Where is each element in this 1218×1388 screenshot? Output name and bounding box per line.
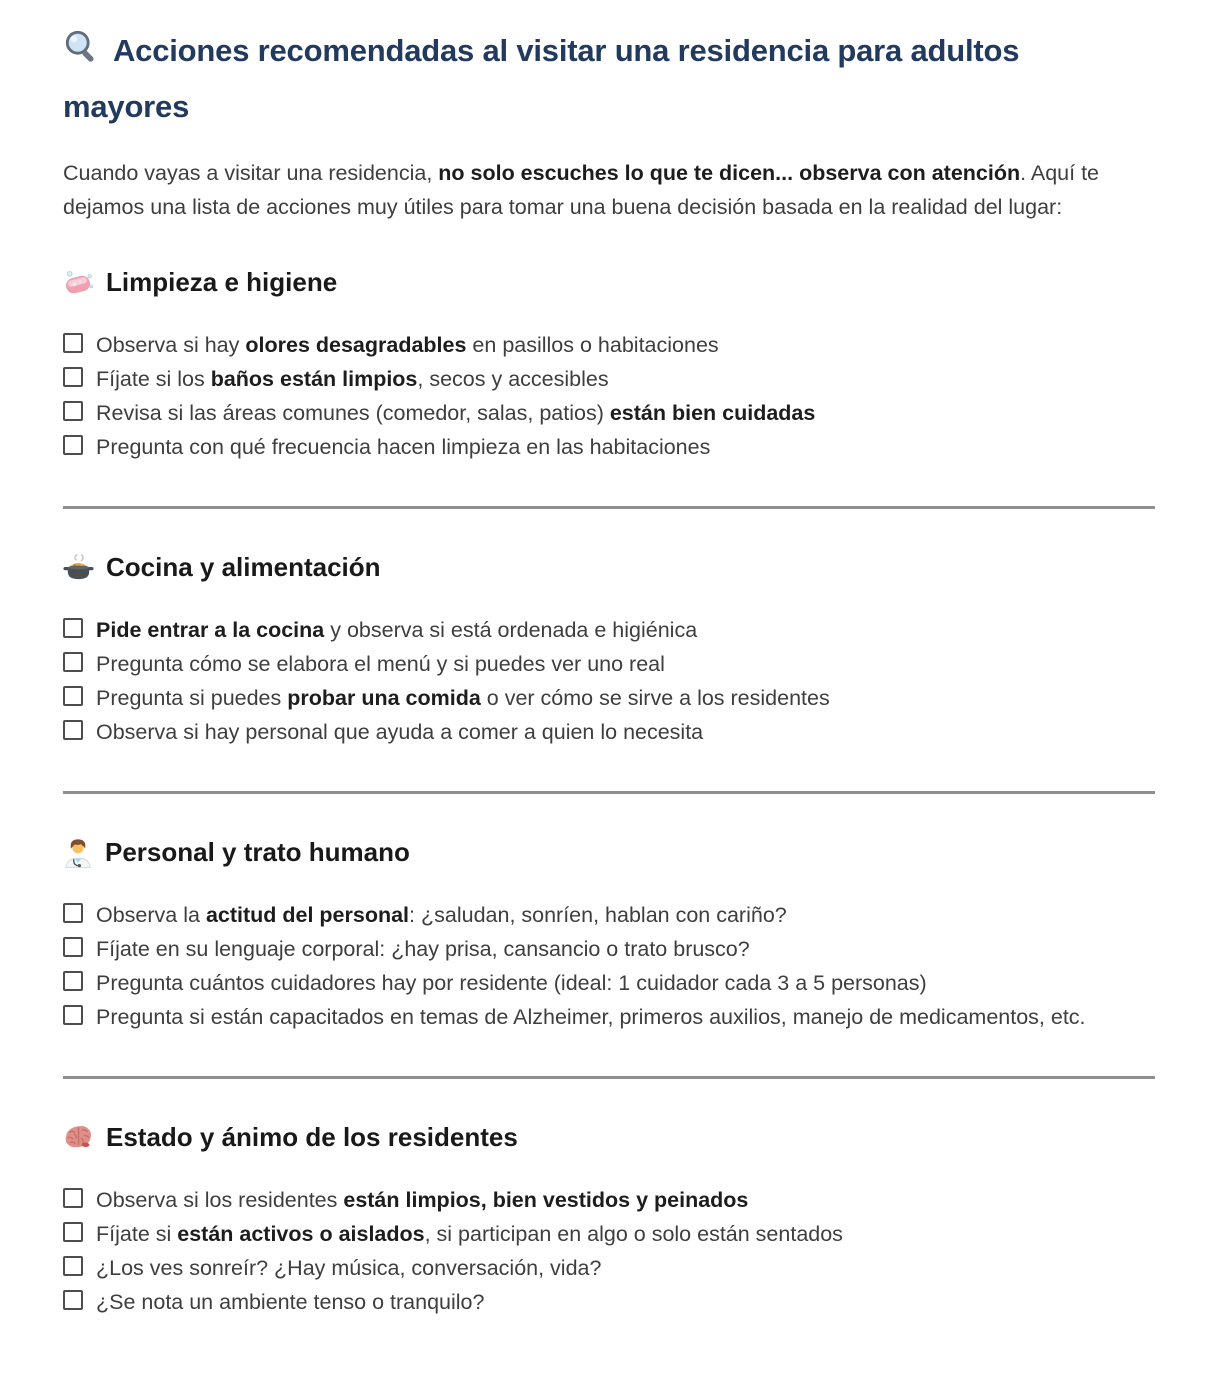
section-heading-text: Cocina y alimentación [106, 552, 381, 582]
section-personal-y-trato-humano [63, 832, 1155, 1034]
section-heading-text: Estado y ánimo de los residentes [106, 1122, 518, 1152]
checklist-item [63, 328, 1125, 362]
section-limpieza-e-higiene [63, 262, 1155, 464]
checkbox-icon[interactable] [63, 618, 83, 638]
checkbox-icon[interactable] [63, 971, 83, 991]
checklist-item-text: Pregunta con qué frecuencia hacen limpieza en las habitaciones [96, 435, 711, 459]
section-heading [63, 1117, 1155, 1157]
checklist-item-text: Revisa si las áreas comunes (comedor, salas, patios) están bien cuidadas [96, 401, 816, 425]
checklist-item-text: Fíjate si están activos o aislados, si participan en algo o solo están sentados [96, 1222, 843, 1246]
section-heading-text: Limpieza e higiene [106, 267, 338, 297]
checklist-item [63, 715, 1125, 749]
checklist-item [63, 932, 1125, 966]
checklist-item-text: Observa la actitud del personal: ¿saludan, sonríen, hablan con cariño? [96, 903, 787, 927]
section-heading [63, 832, 1155, 872]
soap-icon [63, 267, 94, 298]
checkbox-icon[interactable] [63, 1005, 83, 1025]
checkbox-icon[interactable] [63, 367, 83, 387]
checklist-item-text: Pregunta cómo se elabora el menú y si puedes ver uno real [96, 652, 665, 676]
section-estado-y-animo [63, 1117, 1155, 1319]
checkbox-icon[interactable] [63, 686, 83, 706]
checklist-item-text: Observa si los residentes están limpios, bien vestidos y peinados [96, 1188, 749, 1212]
section-divider [63, 791, 1155, 794]
checklist-item [63, 1251, 1125, 1285]
checklist-item [63, 966, 1125, 1000]
checkbox-icon[interactable] [63, 1188, 83, 1208]
checklist-item [63, 647, 1125, 681]
checklist-item [63, 613, 1125, 647]
checkbox-icon[interactable] [63, 1256, 83, 1276]
checklist-item [63, 1217, 1125, 1251]
section-heading [63, 547, 1155, 587]
checklist-item [63, 1183, 1125, 1217]
checklist-item-text: Pregunta si están capacitados en temas de Alzheimer, primeros auxilios, manejo de medicamentos, etc. [96, 1005, 1086, 1029]
section-heading [63, 262, 1155, 302]
checkbox-icon[interactable] [63, 401, 83, 421]
checkbox-icon[interactable] [63, 1222, 83, 1242]
checklist-item [63, 681, 1125, 715]
checklist-item-text: Fíjate en su lenguaje corporal: ¿hay prisa, cansancio o trato brusco? [96, 937, 750, 961]
checklist-item-text: ¿Se nota un ambiente tenso o tranquilo? [96, 1290, 485, 1314]
checklist-item-text: Observa si hay olores desagradables en pasillos o habitaciones [96, 333, 719, 357]
checklist-item [63, 1285, 1125, 1319]
checkbox-icon[interactable] [63, 1290, 83, 1310]
magnifier-icon [63, 29, 101, 82]
checklist-item [63, 430, 1125, 464]
checklist-item [63, 1000, 1125, 1034]
checkbox-icon[interactable] [63, 937, 83, 957]
checklist-item-text: Pregunta si puedes probar una comida o ver cómo se sirve a los residentes [96, 686, 830, 710]
health-worker-icon [63, 836, 93, 869]
checklist-item-text: Pregunta cuántos cuidadores hay por residente (ideal: 1 cuidador cada 3 a 5 personas) [96, 971, 927, 995]
checkbox-icon[interactable] [63, 903, 83, 923]
section-cocina-y-alimentacion [63, 547, 1155, 749]
checkbox-icon[interactable] [63, 652, 83, 672]
checklist-item-text: Pide entrar a la cocina y observa si está ordenada e higiénica [96, 618, 698, 642]
brain-icon [63, 1122, 94, 1153]
checklist-item [63, 898, 1125, 932]
page-title-text: Acciones recomendadas al visitar una residencia para adultos mayores [63, 33, 1020, 124]
checklist-item-text: Observa si hay personal que ayuda a comer a quien lo necesita [96, 720, 704, 744]
checkbox-icon[interactable] [63, 720, 83, 740]
page-title [63, 26, 1063, 132]
checklist-item-text: ¿Los ves sonreír? ¿Hay música, conversación, vida? [96, 1256, 602, 1280]
checklist-item-text: Fíjate si los baños están limpios, secos y accesibles [96, 367, 609, 391]
checklist-item [63, 396, 1125, 430]
section-divider [63, 1076, 1155, 1079]
checkbox-icon[interactable] [63, 435, 83, 455]
intro-paragraph: Cuando vayas a visitar una residencia, no solo escuches lo que te dicen... observa con atención. Aquí te dejamos una lista de acciones muy útiles para tomar una buena decisión basada en la realidad del lugar: [63, 161, 1100, 219]
pot-of-food-icon [63, 552, 94, 583]
section-heading-text: Personal y trato humano [105, 837, 410, 867]
checkbox-icon[interactable] [63, 333, 83, 353]
section-divider [63, 506, 1155, 509]
checklist-item [63, 362, 1125, 396]
